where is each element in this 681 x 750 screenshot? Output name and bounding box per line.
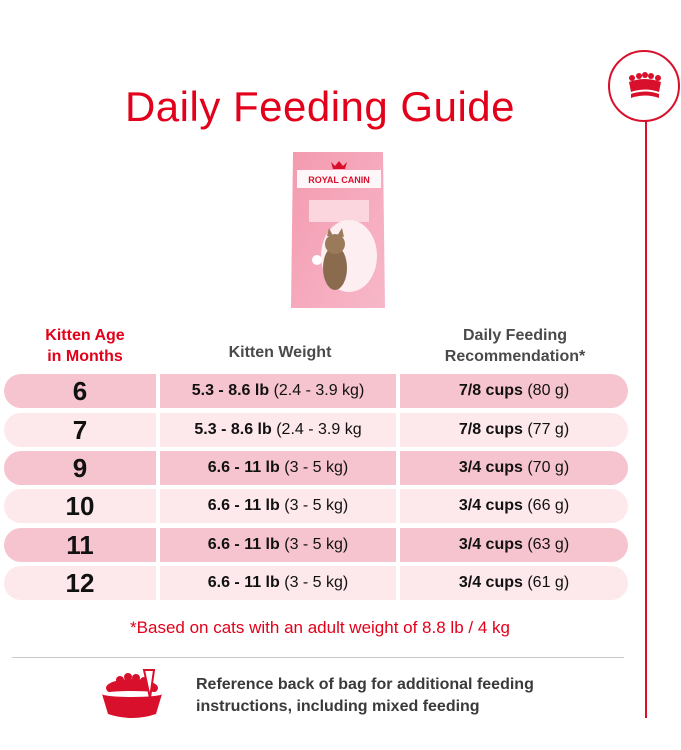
- product-bag-image: [287, 148, 389, 314]
- recommendation-cell: 3/4 cups (70 g): [458, 459, 570, 476]
- divider: [12, 657, 624, 658]
- recommendation-cell: 3/4 cups (61 g): [458, 574, 570, 591]
- page-title: Daily Feeding Guide: [124, 83, 516, 130]
- food-bowl-icon: [96, 668, 168, 724]
- reference-note: Reference back of bag for additional feeding instructions, including mixed feeding: [196, 676, 534, 715]
- brand-vertical-line: [645, 118, 647, 718]
- weight-cell: 5.3 - 8.6 lb (2.4 - 3.9 kg): [191, 382, 365, 399]
- weight-cell: 6.6 - 11 lb (3 - 5 kg): [207, 574, 349, 591]
- table-row: [4, 374, 628, 408]
- table-row: [4, 566, 628, 600]
- recommendation-cell: 7/8 cups (80 g): [458, 382, 570, 399]
- table-row: [4, 528, 628, 562]
- age-cell: 9: [72, 453, 88, 483]
- age-cell: 11: [66, 530, 94, 560]
- bag-brand-text: ROYAL CANIN: [308, 175, 370, 185]
- recommendation-cell: 7/8 cups (77 g): [458, 421, 570, 438]
- recommendation-cell: 3/4 cups (63 g): [458, 536, 570, 553]
- age-cell: 12: [65, 568, 95, 598]
- table-row: [4, 451, 628, 485]
- age-cell: 7: [72, 415, 88, 445]
- footnote: *Based on cats with an adult weight of 8.8 lb / 4 kg: [130, 618, 510, 637]
- header-kitten-age: Kitten Age in Months: [45, 327, 125, 365]
- header-kitten-weight: Kitten Weight: [228, 344, 332, 361]
- age-cell: 6: [72, 376, 88, 406]
- header-daily-recommendation: Daily Feeding Recommendation*: [444, 327, 586, 365]
- age-cell: 10: [65, 491, 95, 521]
- recommendation-cell: 3/4 cups (66 g): [458, 497, 570, 514]
- table-row: [4, 489, 628, 523]
- weight-cell: 5.3 - 8.6 lb (2.4 - 3.9 kg: [194, 421, 362, 438]
- table-row: [4, 413, 628, 447]
- weight-cell: 6.6 - 11 lb (3 - 5 kg): [207, 459, 349, 476]
- weight-cell: 6.6 - 11 lb (3 - 5 kg): [207, 497, 349, 514]
- weight-cell: 6.6 - 11 lb (3 - 5 kg): [207, 536, 349, 553]
